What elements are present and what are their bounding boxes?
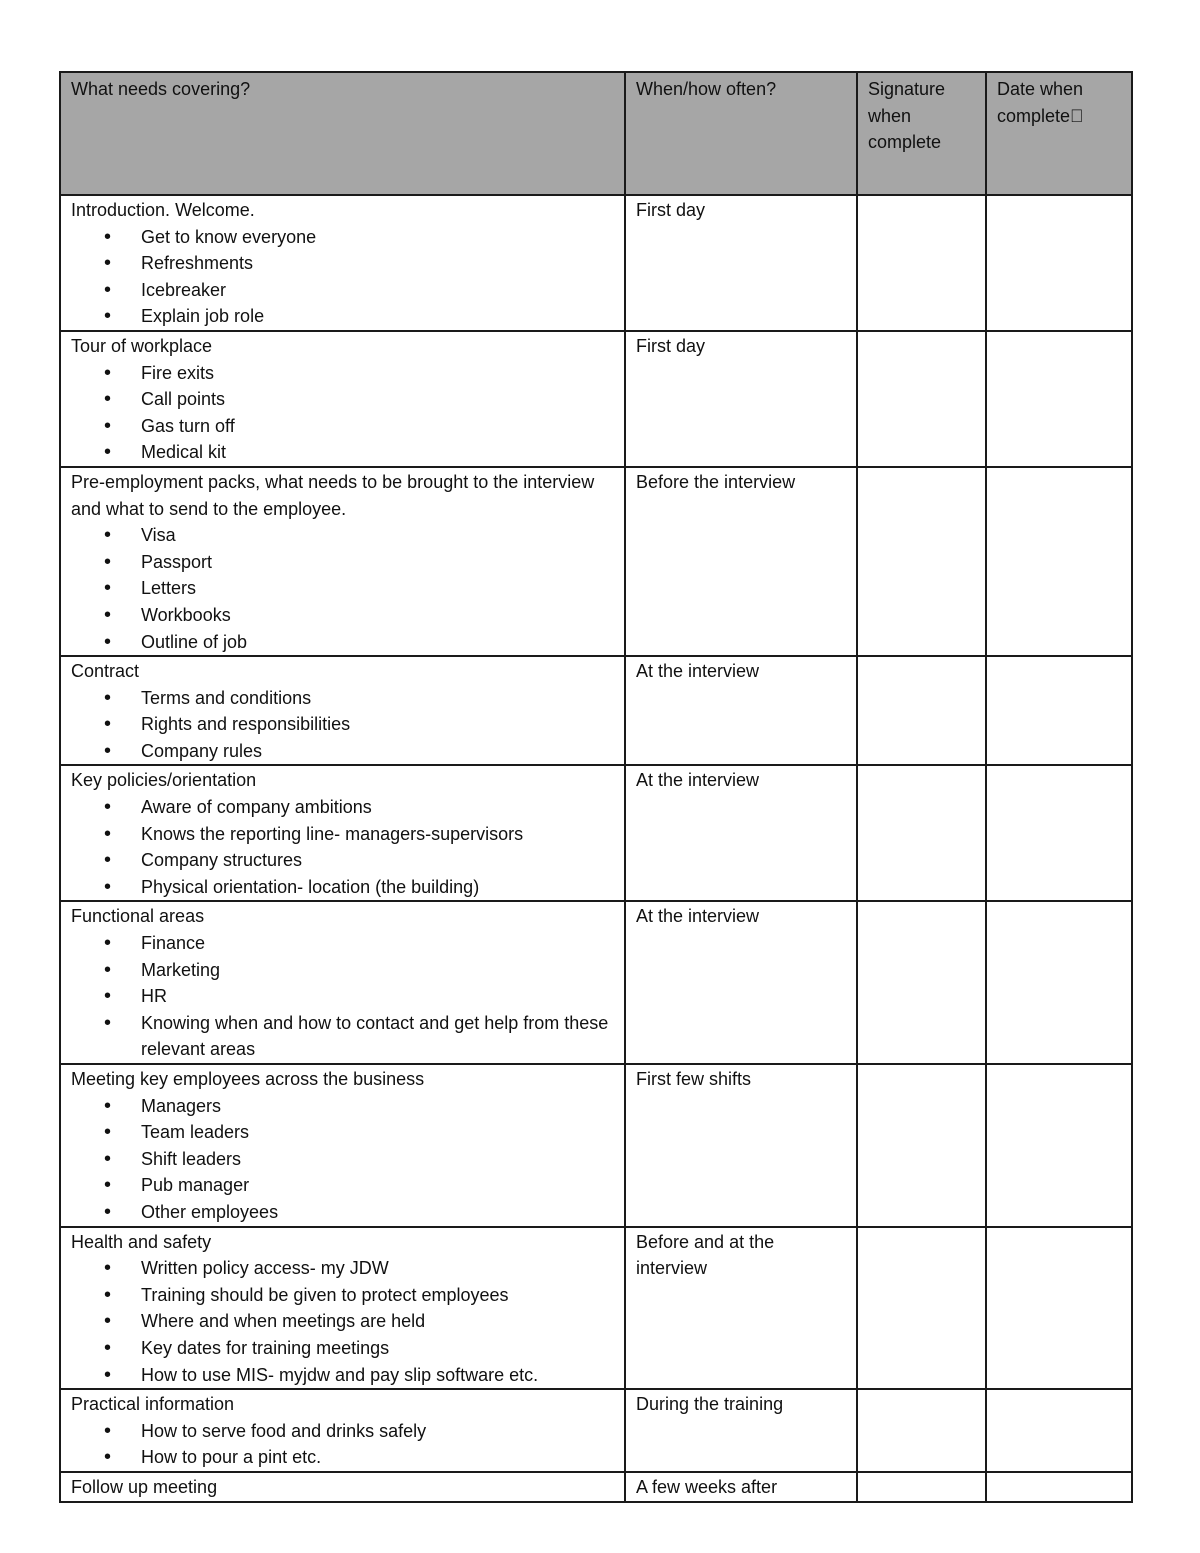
when-cell: First few shifts bbox=[625, 1064, 857, 1227]
row-title: Follow up meeting bbox=[71, 1476, 218, 1497]
bullet-list bbox=[71, 930, 614, 1063]
signature-cell[interactable] bbox=[857, 195, 986, 331]
bullet-list bbox=[71, 794, 614, 900]
list-item: • Team leaders bbox=[141, 1119, 614, 1146]
list-item: • How to pour a pint etc. bbox=[141, 1444, 614, 1471]
table-row bbox=[60, 656, 1132, 765]
header-when: When/how often? bbox=[625, 72, 857, 195]
row-title: Practical information bbox=[71, 1394, 235, 1415]
list-item: • Aware of company ambitions bbox=[141, 794, 614, 821]
signature-cell[interactable] bbox=[857, 656, 986, 765]
header-what: What needs covering? bbox=[60, 72, 625, 195]
when-cell: Before and at the interview bbox=[625, 1227, 857, 1390]
table-row bbox=[60, 331, 1132, 467]
list-item: • Refreshments bbox=[141, 250, 614, 277]
list-item: • Knowing when and how to contact and get help from these relevant areas bbox=[141, 1010, 614, 1063]
list-item: • Marketing bbox=[141, 957, 614, 984]
table-row bbox=[60, 765, 1132, 901]
list-item: • Visa bbox=[141, 522, 614, 549]
when-cell: First day bbox=[625, 195, 857, 331]
what-cell bbox=[60, 1472, 625, 1502]
list-item: • Managers bbox=[141, 1093, 614, 1120]
list-item: • Company structures bbox=[141, 847, 614, 874]
bullet-list bbox=[71, 1255, 614, 1388]
list-item: • Knows the reporting line- managers-supervisors bbox=[141, 821, 614, 848]
row-title: Functional areas bbox=[71, 906, 205, 927]
header-row bbox=[60, 72, 1132, 195]
date-cell[interactable] bbox=[986, 195, 1132, 331]
what-cell bbox=[60, 1064, 625, 1227]
row-title: Pre-employment packs, what needs to be brought to the interview and what to send to the employee. bbox=[71, 471, 595, 519]
what-cell bbox=[60, 1227, 625, 1390]
date-cell[interactable] bbox=[986, 901, 1132, 1064]
list-item: • Passport bbox=[141, 549, 614, 576]
row-title: Meeting key employees across the business bbox=[71, 1069, 425, 1089]
list-item: • Medical kit bbox=[141, 439, 614, 466]
table-row bbox=[60, 901, 1132, 1064]
list-item: • Get to know everyone bbox=[141, 224, 614, 251]
list-item: • Icebreaker bbox=[141, 277, 614, 304]
signature-cell[interactable] bbox=[857, 467, 986, 656]
what-cell bbox=[60, 467, 625, 656]
list-item: • Shift leaders bbox=[141, 1146, 614, 1173]
header-signature: Signature when complete bbox=[857, 72, 986, 195]
row-title: Health and safety bbox=[71, 1231, 212, 1252]
list-item: • Rights and responsibilities bbox=[141, 711, 614, 738]
list-item: • Outline of job bbox=[141, 629, 614, 656]
signature-cell[interactable] bbox=[857, 1227, 986, 1390]
date-cell[interactable] bbox=[986, 1227, 1132, 1390]
when-cell: During the training bbox=[625, 1389, 857, 1472]
list-item: • Pub manager bbox=[141, 1172, 614, 1199]
bullet-list bbox=[71, 685, 614, 765]
table-row bbox=[60, 1064, 1132, 1227]
header-date: Date when complete bbox=[986, 72, 1132, 195]
when-cell: At the interview bbox=[625, 656, 857, 765]
table-row bbox=[60, 1389, 1132, 1472]
when-cell: First day bbox=[625, 331, 857, 467]
row-title: Key policies/orientation bbox=[71, 770, 257, 791]
row-title: Introduction. Welcome. bbox=[71, 200, 255, 220]
when-cell: A few weeks after bbox=[625, 1472, 857, 1502]
bullet-list bbox=[71, 522, 614, 655]
what-cell bbox=[60, 331, 625, 467]
list-item: • Terms and conditions bbox=[141, 685, 614, 712]
date-cell[interactable] bbox=[986, 1389, 1132, 1472]
table-row bbox=[60, 195, 1132, 331]
signature-cell[interactable] bbox=[857, 901, 986, 1064]
what-cell bbox=[60, 901, 625, 1064]
list-item: • Written policy access- my JDW bbox=[141, 1255, 614, 1282]
bullet-list bbox=[71, 1093, 614, 1226]
list-item: • Gas turn off bbox=[141, 413, 614, 440]
list-item: • Training should be given to protect employees bbox=[141, 1282, 614, 1309]
bullet-list bbox=[71, 1418, 614, 1471]
bullet-list bbox=[71, 224, 614, 330]
signature-cell[interactable] bbox=[857, 1472, 986, 1502]
row-title: Contract bbox=[71, 661, 140, 682]
induction-checklist-table bbox=[59, 71, 1133, 1503]
list-item: • Explain job role bbox=[141, 303, 614, 330]
list-item: • Company rules bbox=[141, 738, 614, 765]
list-item: • Finance bbox=[141, 930, 614, 957]
when-cell: At the interview bbox=[625, 901, 857, 1064]
list-item: • Letters bbox=[141, 575, 614, 602]
list-item: • Call points bbox=[141, 386, 614, 413]
when-cell: Before the interview bbox=[625, 467, 857, 656]
list-item: • Where and when meetings are held bbox=[141, 1308, 614, 1335]
list-item: • Fire exits bbox=[141, 360, 614, 387]
signature-cell[interactable] bbox=[857, 765, 986, 901]
list-item: • How to use MIS- myjdw and pay slip software etc. bbox=[141, 1362, 614, 1389]
list-item: • Key dates for training meetings bbox=[141, 1335, 614, 1362]
what-cell bbox=[60, 1389, 625, 1472]
signature-cell[interactable] bbox=[857, 1389, 986, 1472]
row-title: Tour of workplace bbox=[71, 335, 213, 356]
list-item: • Other employees bbox=[141, 1199, 614, 1226]
bullet-list bbox=[71, 360, 614, 466]
list-item: • HR bbox=[141, 983, 614, 1010]
table-row bbox=[60, 1227, 1132, 1390]
list-item: • How to serve food and drinks safely bbox=[141, 1418, 614, 1445]
date-cell[interactable] bbox=[986, 331, 1132, 467]
signature-cell[interactable] bbox=[857, 331, 986, 467]
date-cell[interactable] bbox=[986, 1064, 1132, 1227]
date-cell[interactable] bbox=[986, 1472, 1132, 1502]
date-cell[interactable] bbox=[986, 656, 1132, 765]
date-cell[interactable] bbox=[986, 765, 1132, 901]
signature-cell[interactable] bbox=[857, 1064, 986, 1227]
what-cell bbox=[60, 765, 625, 901]
list-item: • Physical orientation- location (the building) bbox=[141, 874, 614, 901]
what-cell bbox=[60, 195, 625, 331]
list-item: • Workbooks bbox=[141, 602, 614, 629]
what-cell bbox=[60, 656, 625, 765]
when-cell: At the interview bbox=[625, 765, 857, 901]
table-row bbox=[60, 467, 1132, 656]
table-row bbox=[60, 1472, 1132, 1502]
date-cell[interactable] bbox=[986, 467, 1132, 656]
